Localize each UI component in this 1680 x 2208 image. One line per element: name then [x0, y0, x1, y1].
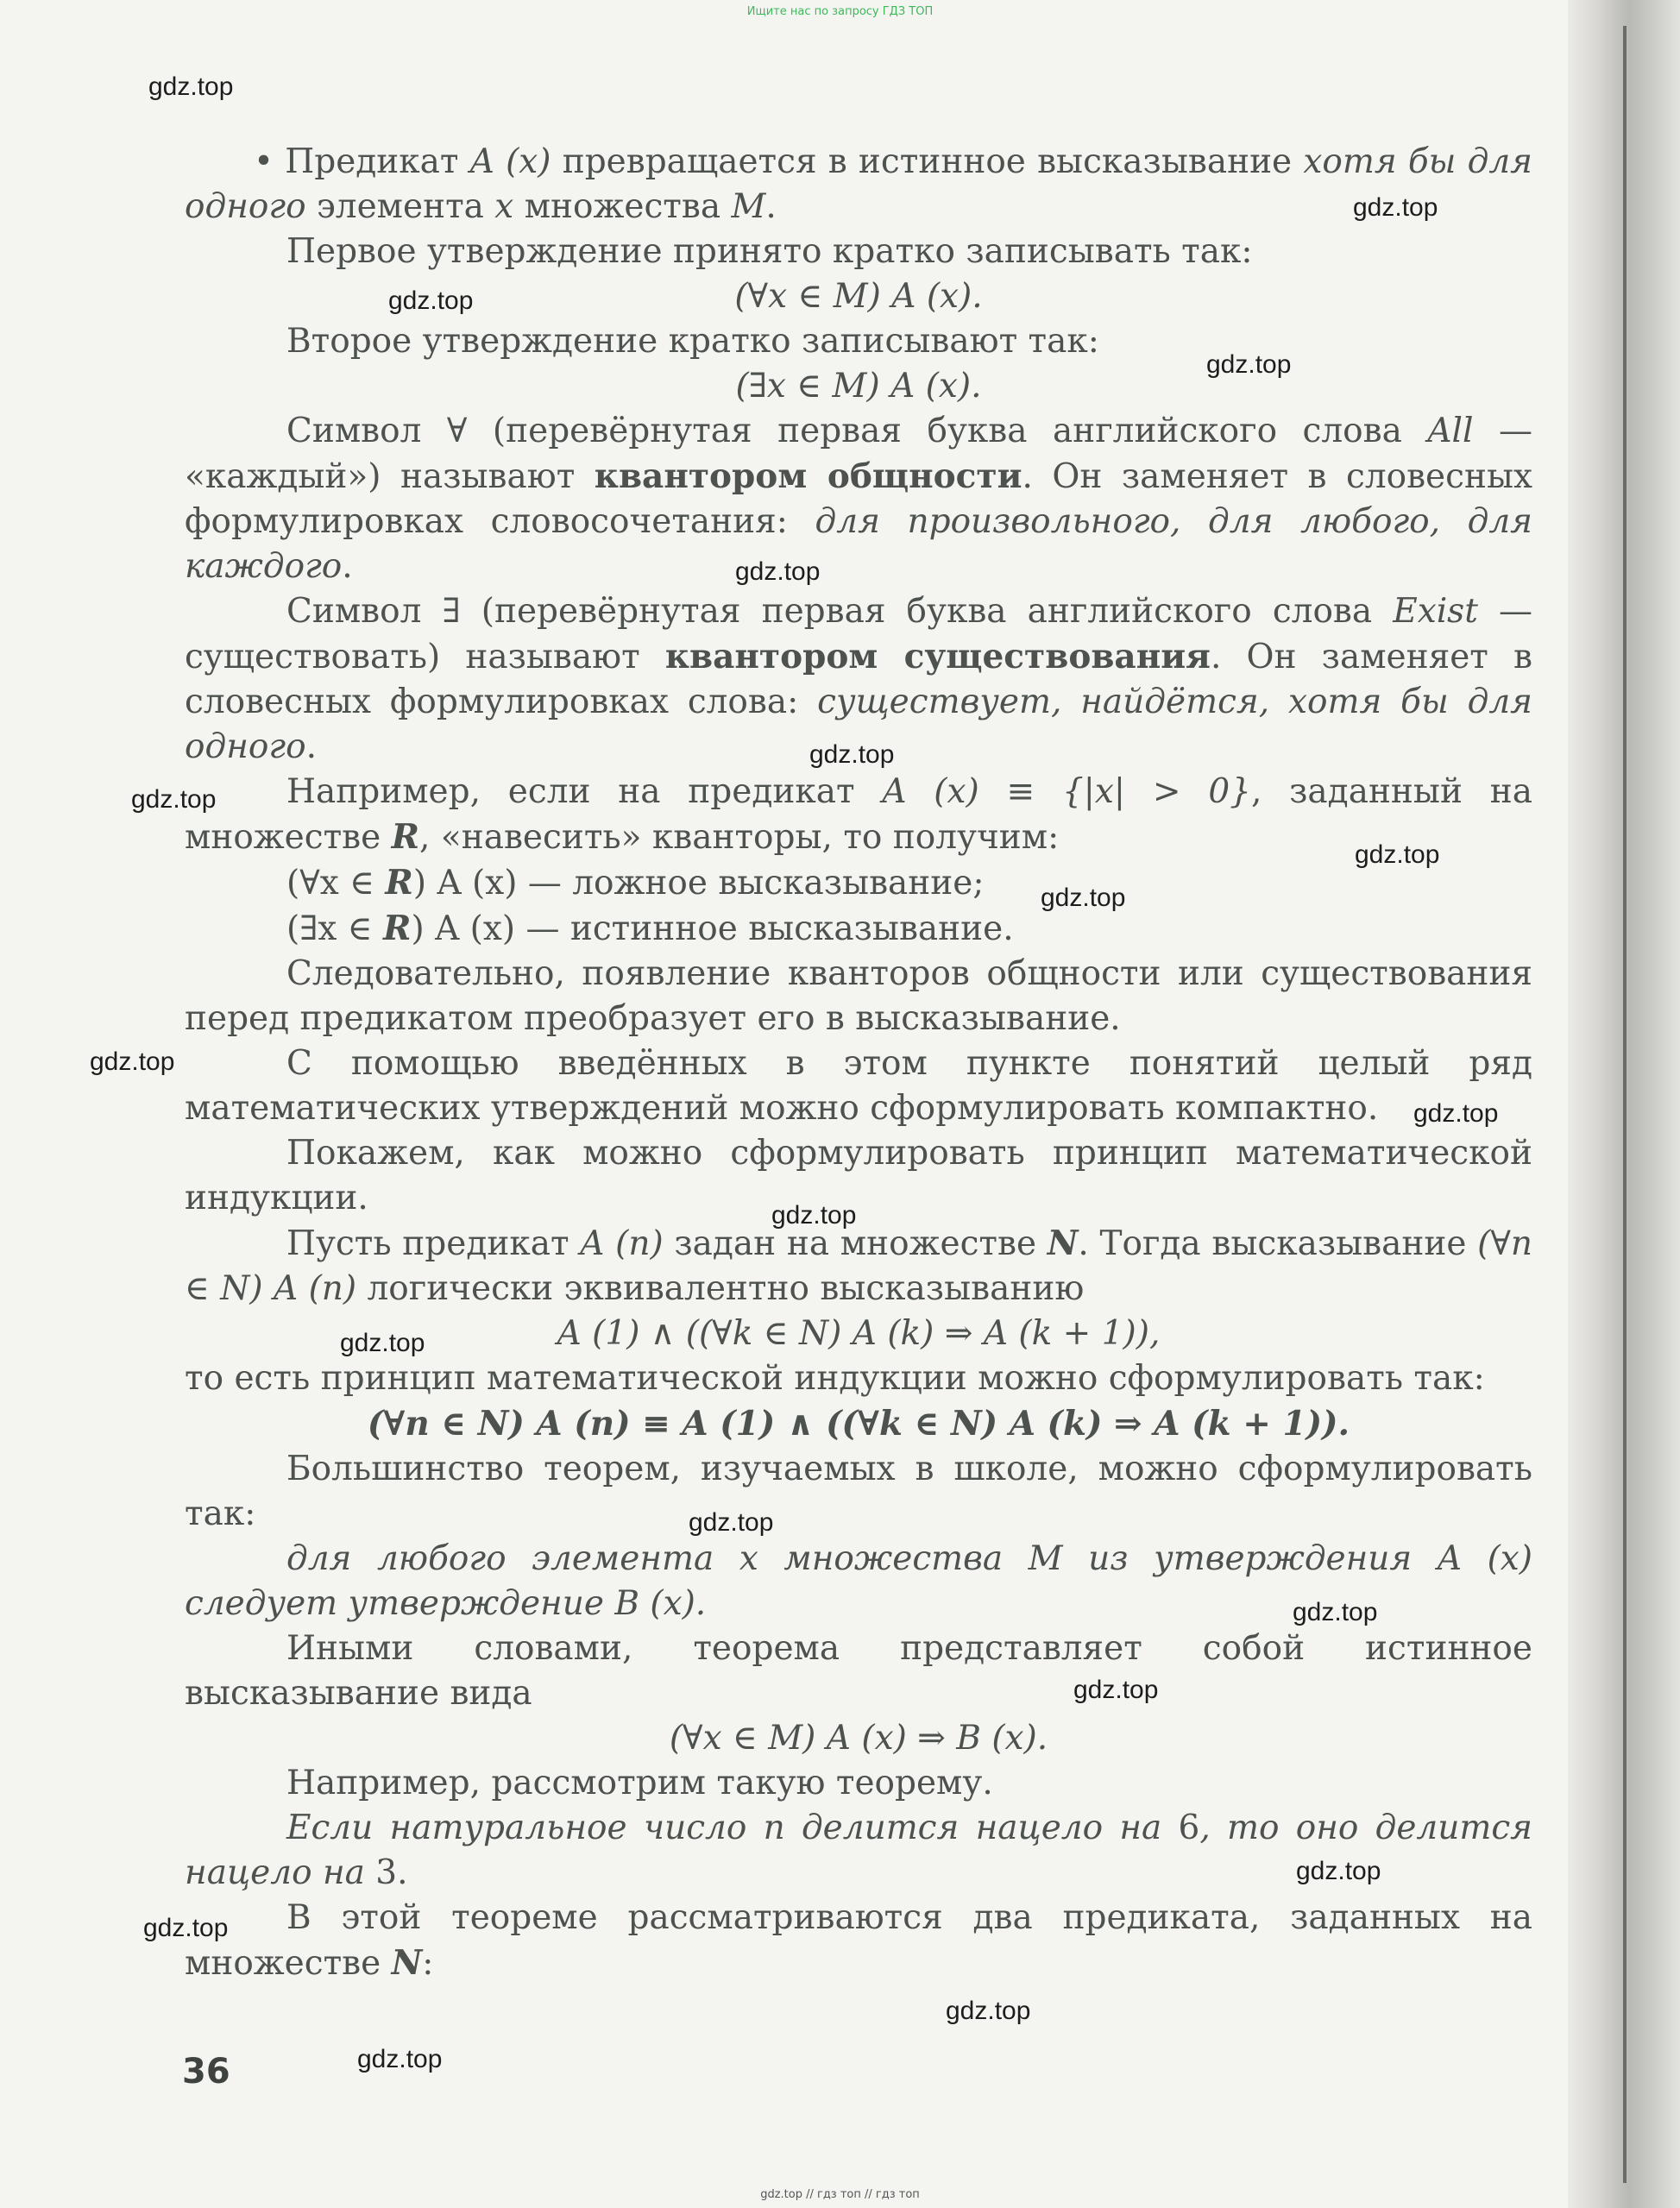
paragraph: Следовательно, появление кванторов общности или существования перед предикатом преобразует его в высказывание. — [185, 954, 1532, 1038]
page-text — [185, 140, 1532, 1986]
paragraph: Большинство теорем, изучаемых в школе, можно сформулировать так: — [185, 1450, 1532, 1533]
formula: (∀x ∈ M) A (x) ⇒ B (x). — [669, 1719, 1048, 1758]
watermark: gdz.top — [388, 286, 474, 315]
watermark: gdz.top — [771, 1201, 857, 1230]
watermark: gdz.top — [143, 1914, 229, 1942]
paragraph: Символ ∃ (перевёрнутая первая буква английского слова Exist — существовать) называют квантором существования. Он заменяет в словесных формулировках слова: существует, найдётся, хотя бы для одного. — [185, 592, 1532, 766]
formula: A (1) ∧ ((∀k ∈ N) A (k) ⇒ A (k + 1)), — [557, 1314, 1161, 1353]
formula: (∀x ∈ M) A (x). — [734, 277, 983, 316]
watermark: gdz.top — [340, 1329, 425, 1357]
paragraph: Пусть предикат A (n) задан на множестве N. Тогда высказывание (∀n ∈ N) A (n) логически эквивалентно высказыванию — [185, 1224, 1532, 1308]
paragraph: Символ ∀ (перевёрнутая первая буква английского слова All — «каждый») называют квантором общности. Он заменяет в словесных формулировках словосочетания: для произвольного, для любого, для каждого. — [185, 412, 1532, 586]
paragraph: • Предикат A (x) превращается в истинное высказывание хотя бы для одного элемента x множества M. — [185, 142, 1532, 226]
paragraph: С помощью введённых в этом пункте понятий целый ряд математических утверждений можно сформулировать компактно. — [185, 1044, 1532, 1128]
watermark: gdz.top — [1353, 193, 1438, 222]
watermark: gdz.top — [1413, 1099, 1499, 1128]
paragraph: то есть принцип математической индукции можно сформулировать так: — [185, 1359, 1485, 1398]
watermark: gdz.top — [1206, 350, 1292, 379]
page-gutter — [1568, 0, 1680, 2208]
watermark: gdz.top — [689, 1508, 774, 1537]
paragraph: В этой теореме рассматриваются два предиката, заданных на множестве N: — [185, 1898, 1532, 1983]
watermark: gdz.top — [1296, 1857, 1381, 1885]
watermark: gdz.top — [735, 557, 821, 586]
watermark: gdz.top — [1293, 1598, 1378, 1626]
paragraph: Покажем, как можно сформулировать принцип математической индукции. — [185, 1134, 1532, 1217]
paragraph: Если натуральное число n делится нацело на 6, то оно делится нацело на 3. — [185, 1809, 1532, 1892]
list-item: (∃x ∈ R) A (x) — истинное высказывание. — [286, 909, 1014, 948]
watermark: gdz.top — [1073, 1676, 1159, 1704]
page-number: 36 — [182, 2052, 230, 2092]
watermark: gdz.top — [809, 740, 895, 769]
gutter-line — [1623, 26, 1627, 2183]
formula: (∀n ∈ N) A (n) ≡ A (1) ∧ ((∀k ∈ N) A (k) ⇒ A (k + 1)). — [367, 1404, 1350, 1444]
bottom-banner: gdz.top // гдз топ // гдз топ — [760, 2188, 920, 2201]
watermark: gdz.top — [148, 72, 234, 101]
paragraph: Первое утверждение принято кратко записывать так: — [286, 232, 1253, 271]
watermark: gdz.top — [1041, 884, 1126, 912]
watermark: gdz.top — [1355, 840, 1440, 869]
watermark: gdz.top — [131, 785, 217, 814]
paragraph: Например, рассмотрим такую теорему. — [286, 1764, 993, 1802]
paragraph: Например, если на предикат A (x) ≡ {|x| > 0}, заданный на множестве R, «навесить» кванторы, то получим: — [185, 772, 1532, 857]
paragraph: Иными словами, теорема представляет собой истинное высказывание вида — [185, 1629, 1532, 1713]
watermark: gdz.top — [90, 1047, 175, 1076]
list-item: (∀x ∈ R) A (x) — ложное высказывание; — [286, 863, 985, 903]
watermark: gdz.top — [946, 1997, 1031, 2025]
paragraph: Второе утверждение кратко записывают так: — [286, 322, 1099, 361]
paragraph: для любого элемента x множества M из утверждения A (x) следует утверждение B (x). — [185, 1539, 1532, 1623]
watermark: gdz.top — [357, 2045, 443, 2073]
formula: (∃x ∈ M) A (x). — [735, 367, 982, 406]
top-banner: Ищите нас по запросу ГДЗ ТОП — [746, 5, 934, 18]
